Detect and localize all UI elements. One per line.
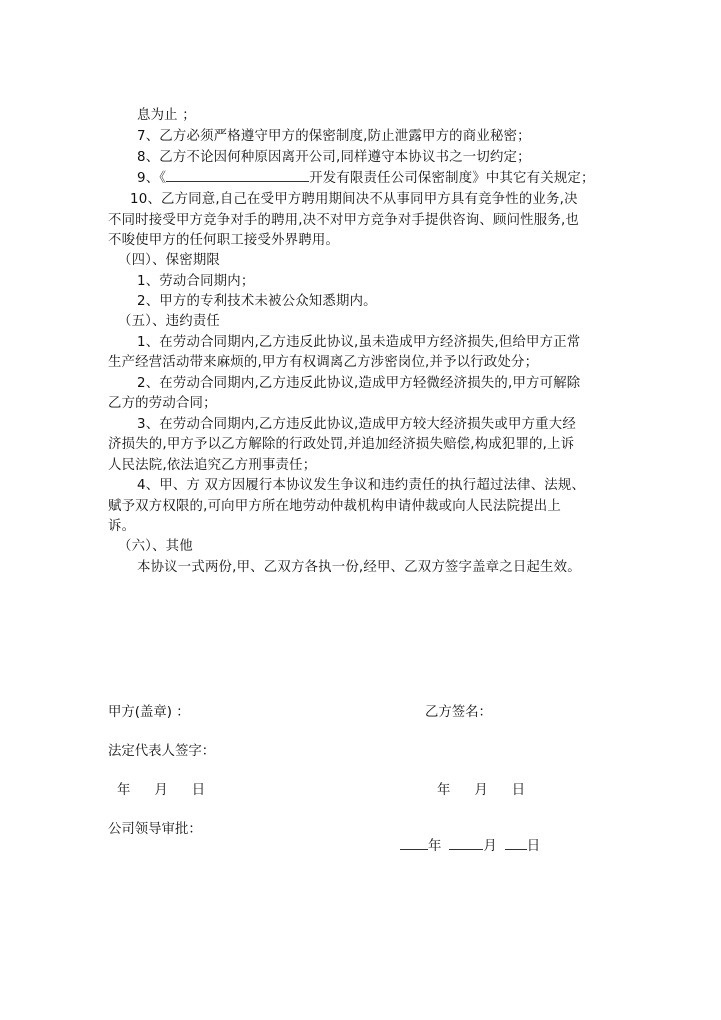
clause-item-9-prefix: 9、《 [137, 171, 167, 186]
clause-item-10-line-1: 10、乙方同意,自己在受甲方聘用期间决不从事同甲方具有竞争性的业务,决 [130, 192, 578, 207]
approval-date [400, 837, 540, 856]
party-b-date-month: 月 [474, 783, 488, 798]
section-5-item-3-line-1: 3、在劳动合同期内,乙方违反此协议,造成甲方较大经济损失或甲方重大经 [137, 417, 576, 432]
continuation-line: 息为止 ； [137, 108, 196, 123]
company-name-blank[interactable] [166, 169, 309, 182]
section-6-text: 本协议一式两份,甲、乙双方各执一份,经甲、乙双方签字盖章之日起生效。 [137, 560, 581, 575]
party-b-date-year: 年 [437, 783, 451, 798]
clause-item-8: 8、乙方不论因何种原因离开公司,同样遵守本协议书之一切约定； [137, 150, 531, 165]
approval-date-day: 日 [526, 839, 541, 854]
company-leader-approval-label: 公司领导审批： [108, 822, 202, 837]
party-a-date-day: 日 [191, 783, 206, 798]
section-5-item-4-line-3: 诉。 [108, 519, 136, 534]
section-6-title: （六）、其他 [118, 539, 193, 554]
approval-date-year: 年 [428, 839, 442, 854]
legal-representative-signature-label: 法定代表人签字： [108, 744, 216, 759]
party-a-seal-label: 甲方(盖章) ： [108, 705, 190, 720]
clause-item-7: 7、乙方必须严格遵守甲方的保密制度,防止泄露甲方的商业秘密； [137, 129, 531, 144]
party-a-date-month: 月 [154, 783, 168, 798]
section-5-item-1-line-1: 1、在劳动合同期内,乙方违反此协议,虽未造成甲方经济损失,但给甲方正常 [137, 335, 581, 350]
clause-item-9-suffix: 开发有限责任公司保密制度》中其它有关规定； [309, 171, 595, 186]
party-b-date-day: 日 [511, 783, 526, 798]
approval-day-blank[interactable] [505, 837, 527, 850]
party-b-signature-label: 乙方签名： [425, 705, 492, 720]
section-4-item-1: 1、劳动合同期内； [137, 274, 255, 289]
section-5-item-2-line-1: 2、在劳动合同期内,乙方违反此协议,造成甲方轻微经济损失的,甲方可解除 [137, 376, 581, 391]
section-5-item-4-line-1: 4、甲、方 双方因履行本协议发生争议和违约责任的执行超过法律、法规、 [137, 478, 586, 493]
section-5-item-1-line-2: 生产经营活动带来麻烦的,甲方有权调离乙方涉密岗位,并予以行政处分； [108, 355, 539, 370]
section-4-title: （四）、保密期限 [118, 253, 221, 268]
clause-item-10-line-3: 不唆使甲方的任何职工接受外界聘用。 [108, 233, 340, 248]
party-a-date-year: 年 [117, 783, 131, 798]
section-5-item-3-line-2: 济损失的,甲方予以乙方解除的行政处罚,并追加经济损失赔偿,构成犯罪的,上诉 [108, 437, 575, 452]
section-4-item-2: 2、甲方的专利技术未被公众知悉期内。 [137, 294, 377, 309]
section-5-title: （五）、违约责任 [118, 314, 221, 329]
clause-item-9 [137, 169, 595, 188]
section-5-item-4-line-2: 赋予双方权限的,可向甲方所在地劳动仲裁机构申请仲裁或向人民法院提出上 [108, 499, 561, 514]
approval-month-blank[interactable] [449, 837, 483, 850]
party-a-date [117, 781, 205, 800]
approval-year-blank[interactable] [400, 837, 428, 850]
section-5-item-3-line-3: 人民法院,依法追究乙方刑事责任； [108, 458, 317, 473]
approval-date-month: 月 [483, 839, 497, 854]
clause-item-10-line-2: 不同时接受甲方竞争对手的聘用,决不对甲方竞争对手提供咨询、顾问性服务,也 [108, 213, 579, 228]
party-b-date [437, 781, 525, 800]
section-5-item-2-line-2: 乙方的劳动合同； [108, 396, 217, 411]
